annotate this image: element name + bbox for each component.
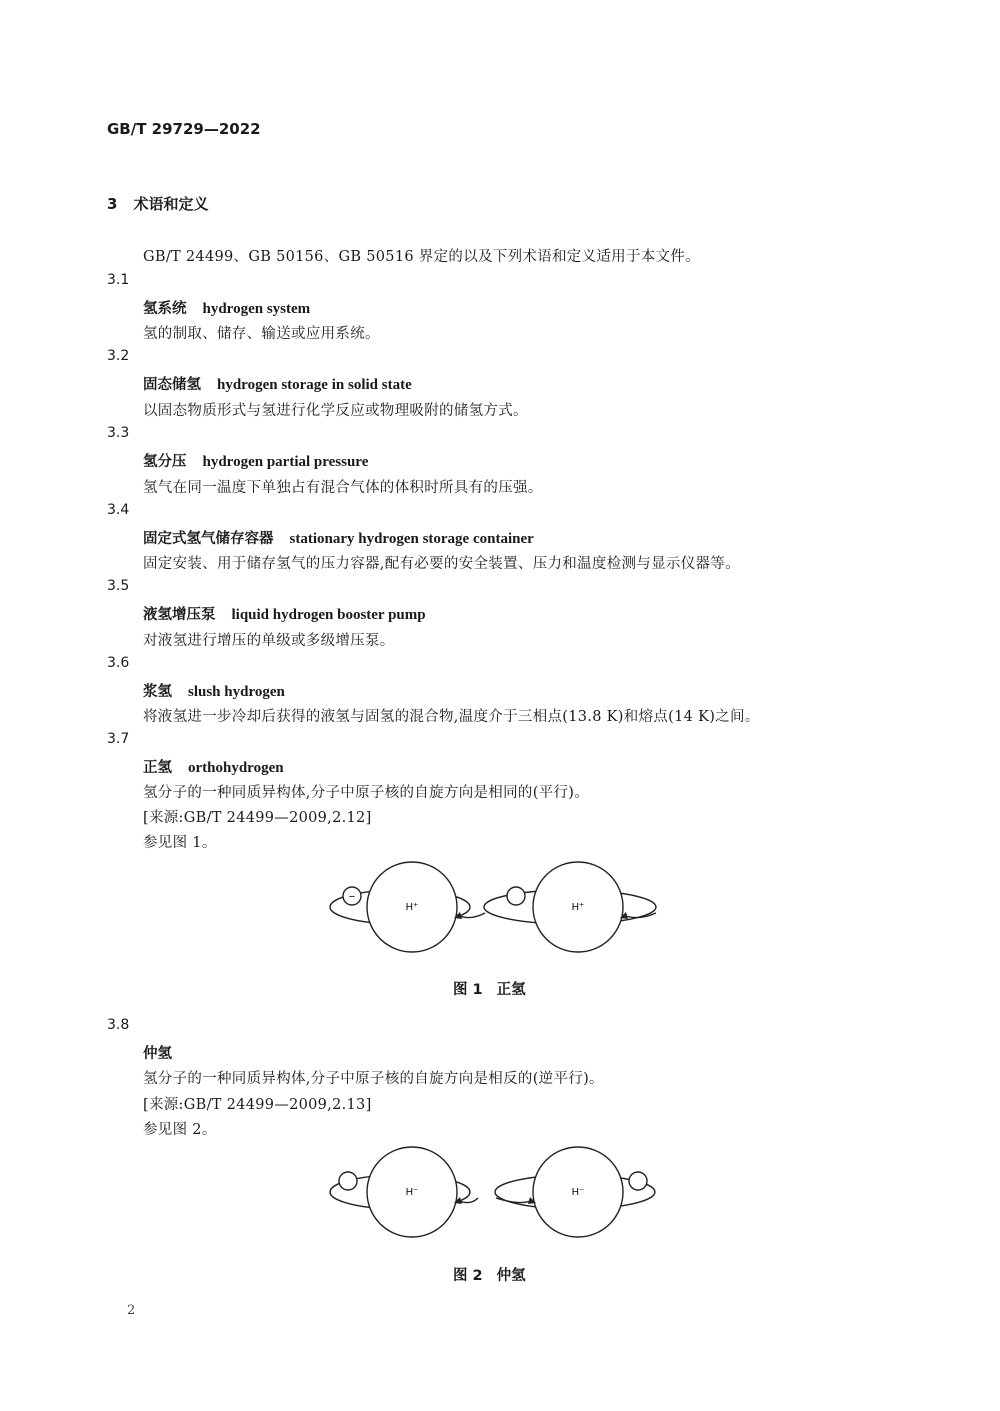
term-heading [143,450,368,471]
figure-2-diagram [320,1140,680,1250]
section-title: 术语和定义 [133,195,209,213]
figure-label: 图 1 [453,982,483,998]
section-number: 3 [107,195,118,213]
term-definition: 对液氢进行增压的单级或多级增压泵。 [143,633,395,649]
term-zh: 浆氢 [143,684,172,700]
term-heading [143,1042,172,1063]
term-zh: 氢分压 [143,454,187,470]
page-number: 2 [127,1303,136,1318]
term-zh: 仲氢 [143,1046,172,1062]
document-code: GB/T 29729—2022 [107,120,261,138]
term-en: orthohydrogen [188,760,284,776]
figure-title: 正氢 [496,982,526,998]
term-heading [143,756,284,777]
figure-1-caption [453,978,526,999]
intro-paragraph: GB/T 24499、GB 50156、GB 50516 界定的以及下列术语和定义适用于本文件。 [143,249,700,265]
term-zh: 氢系统 [143,301,187,317]
term-definition: 固定安装、用于储存氢气的压力容器,配有必要的安全装置、压力和温度检测与显示仪器等。 [143,556,740,572]
term-number: 3.2 [107,348,130,364]
atom-left-label: H⁻ [405,1187,419,1198]
term-en: hydrogen system [202,301,311,317]
term-definition: 将液氢进一步冷却后获得的液氢与固氢的混合物,温度介于三相点(13.8 K)和熔点(14 K)之间。 [143,709,760,725]
term-zh: 液氢增压泵 [143,607,216,623]
term-definition: 氢的制取、储存、输送或应用系统。 [143,326,380,342]
term-source: [来源:GB/T 24499—2009,2.13] [143,1097,372,1113]
term-number: 3.6 [107,655,130,671]
electron-left [339,1172,357,1190]
term-see-figure: 参见图 1。 [143,835,217,851]
term-en: hydrogen storage in solid state [217,377,412,393]
term-zh: 固定式氢气储存容器 [143,531,274,547]
orbit-right-front [623,913,656,918]
term-see-figure: 参见图 2。 [143,1122,217,1138]
term-number: 3.8 [107,1017,130,1033]
term-definition: 氢分子的一种同质异构体,分子中原子核的自旋方向是相同的(平行)。 [143,785,590,801]
figure-1-diagram [320,855,680,965]
term-source: [来源:GB/T 24499—2009,2.12] [143,810,372,826]
atom-left-label: H⁺ [405,902,419,913]
term-zh: 正氢 [143,760,172,776]
term-zh: 固态储氢 [143,377,201,393]
term-number: 3.1 [107,272,130,288]
term-heading [143,373,412,394]
term-definition: 以固态物质形式与氢进行化学反应或物理吸附的储氢方式。 [143,403,528,419]
term-number: 3.4 [107,502,130,518]
section-heading [107,193,208,214]
term-en: liquid hydrogen booster pump [231,607,426,623]
term-heading [143,680,285,701]
term-heading [143,527,534,548]
term-heading [143,297,310,318]
electron-left-label: − [348,891,356,903]
electron-right [629,1172,647,1190]
figure-title: 仲氢 [496,1268,526,1284]
term-en: hydrogen partial pressure [202,454,369,470]
term-number: 3.5 [107,578,130,594]
electron-right [507,887,525,905]
atom-right-label: H⁻ [571,1187,585,1198]
atom-right-label: H⁺ [571,902,585,913]
term-en: slush hydrogen [188,684,285,700]
term-definition: 氢分子的一种同质异构体,分子中原子核的自旋方向是相反的(逆平行)。 [143,1071,604,1087]
figure-label: 图 2 [453,1268,483,1284]
term-heading [143,603,426,624]
term-definition: 氢气在同一温度下单独占有混合气体的体积时所具有的压强。 [143,480,543,496]
term-number: 3.3 [107,425,130,441]
term-number: 3.7 [107,731,130,747]
figure-2-caption [453,1264,526,1285]
term-en: stationary hydrogen storage container [289,531,534,547]
